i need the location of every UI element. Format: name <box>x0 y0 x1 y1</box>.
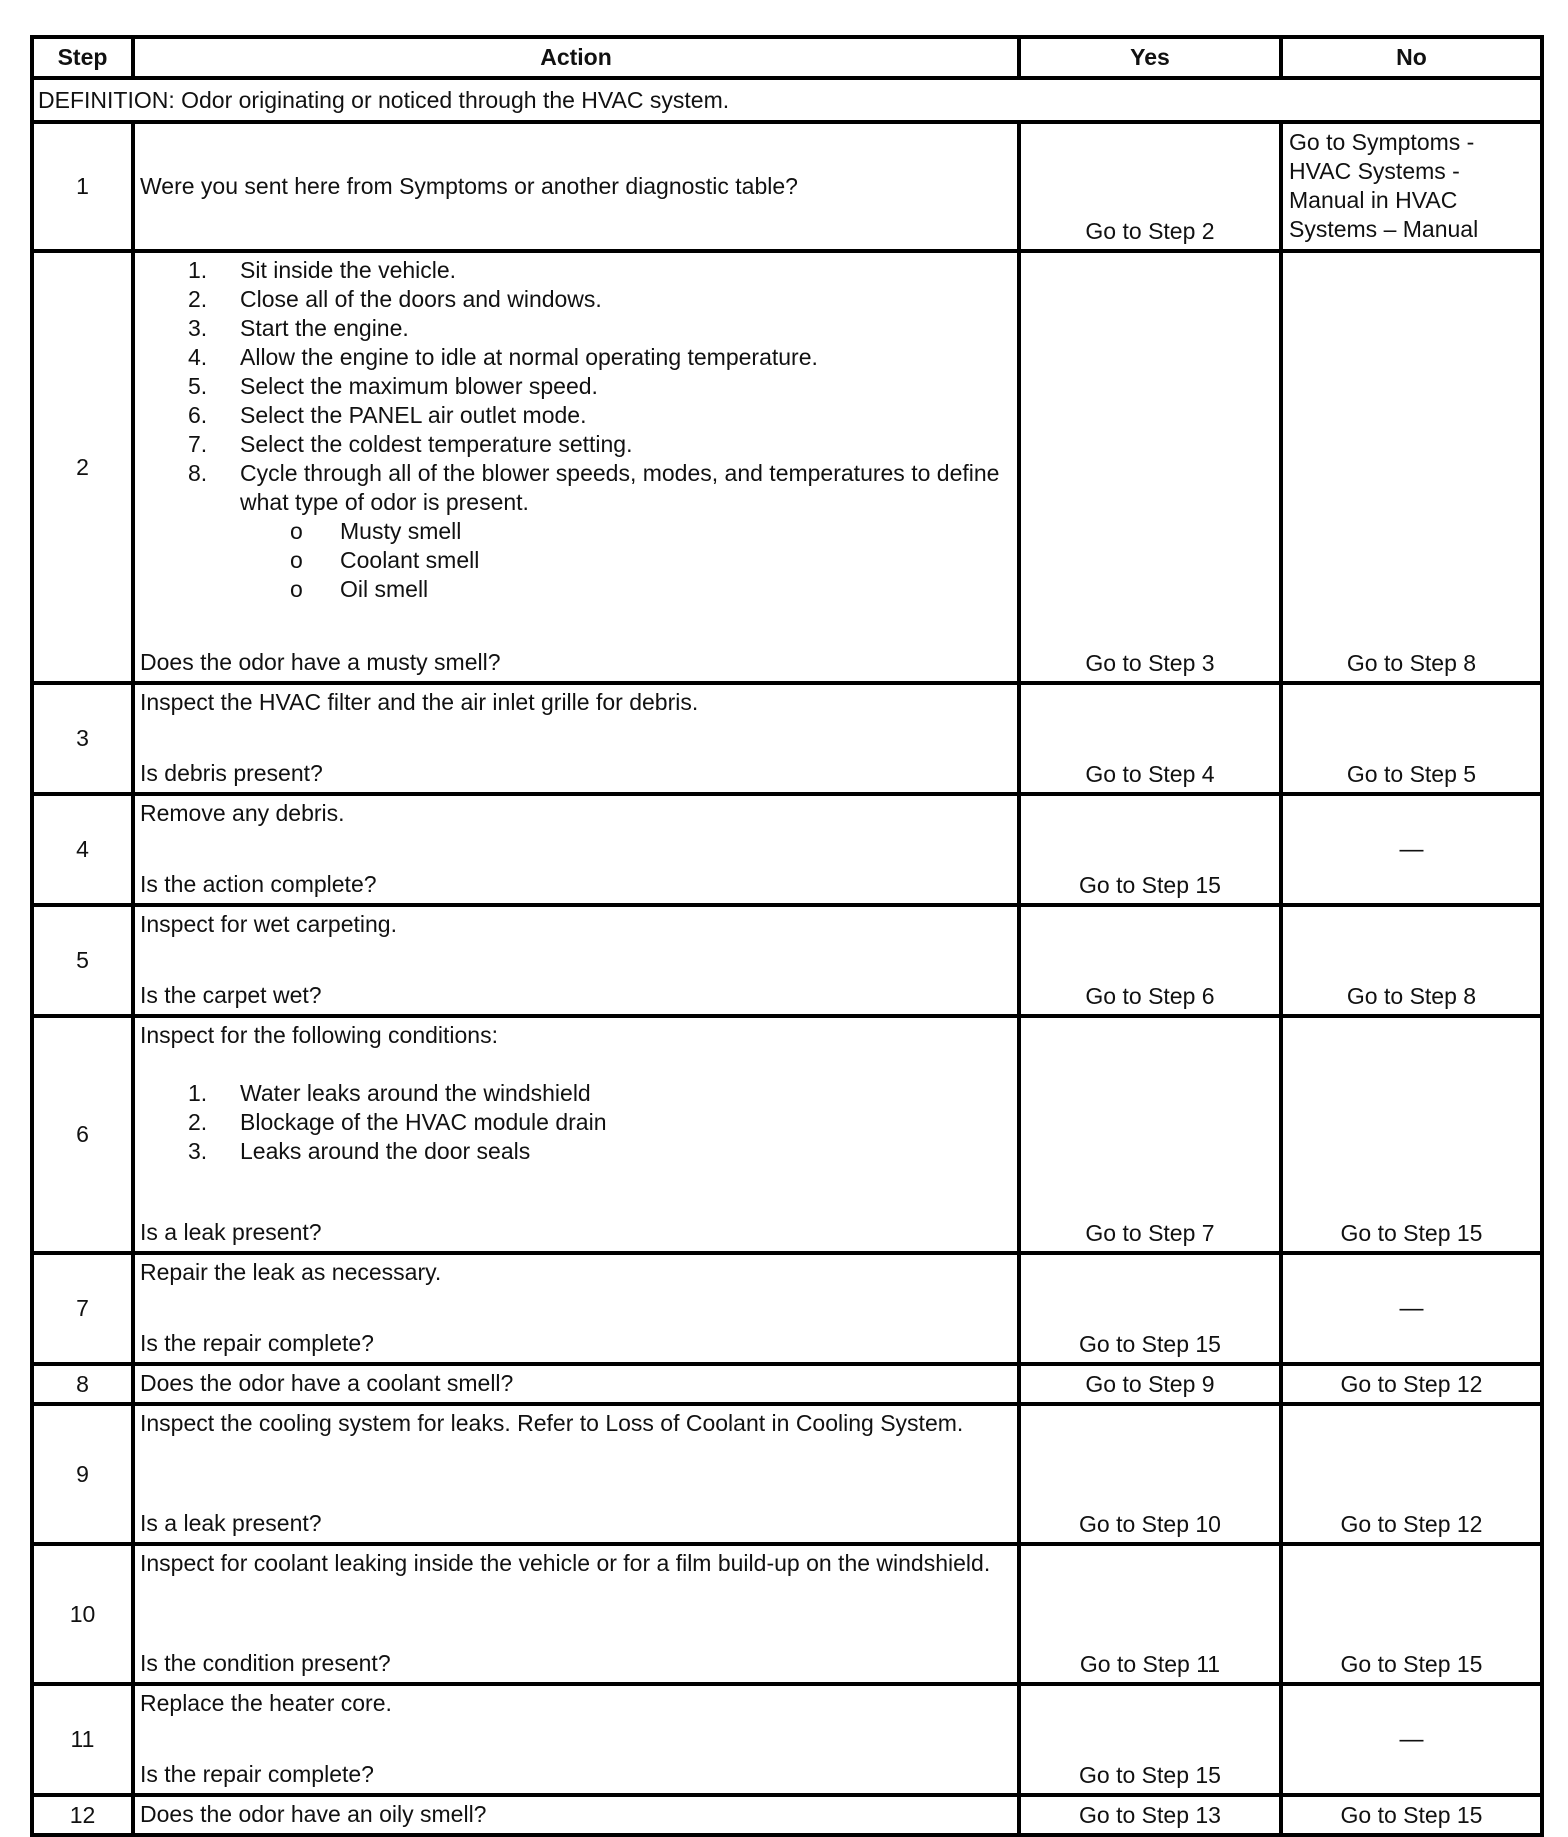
action-text: Repair the leak as necessary. <box>140 1259 442 1285</box>
no-cell: Go to Symptoms - HVAC Systems - Manual in HVAC Systems – Manual <box>1281 122 1542 251</box>
step-number: 5 <box>32 905 133 1016</box>
odor-type-list <box>140 517 1012 604</box>
no-cell: Go to Step 8 <box>1281 251 1542 683</box>
action-cell <box>133 1684 1019 1795</box>
table-row <box>32 122 1542 251</box>
step-number: 9 <box>32 1404 133 1544</box>
action-cell <box>133 251 1019 683</box>
list-item: 3. Leaks around the door seals <box>188 1138 531 1164</box>
condition-list <box>140 1079 1012 1166</box>
yes-cell: Go to Step 11 <box>1019 1544 1281 1684</box>
yes-cell: Go to Step 7 <box>1019 1016 1281 1253</box>
no-cell: — <box>1281 1253 1542 1364</box>
list-item: 8. Cycle through all of the blower speeds, modes, and temperatures to define what type of odor is present. <box>188 460 1000 515</box>
action-text: Were you sent here from Symptoms or another diagnostic table? <box>140 172 798 199</box>
table-row <box>32 251 1542 683</box>
step-number: 11 <box>32 1684 133 1795</box>
action-cell <box>133 122 1019 251</box>
no-cell: Go to Step 15 <box>1281 1016 1542 1253</box>
diagnostic-table <box>30 35 1544 1837</box>
action-cell <box>133 1016 1019 1253</box>
no-cell: Go to Step 12 <box>1281 1364 1542 1404</box>
step-number: 2 <box>32 251 133 683</box>
action-question: Is the repair complete? <box>140 1761 374 1787</box>
step-number: 12 <box>32 1795 133 1835</box>
step-number: 4 <box>32 794 133 905</box>
header-yes: Yes <box>1019 37 1281 78</box>
list-item: o Oil smell <box>340 575 1012 604</box>
table-row <box>32 794 1542 905</box>
table-row <box>32 683 1542 794</box>
list-item: 2. Blockage of the HVAC module drain <box>188 1109 607 1135</box>
action-question: Is the condition present? <box>140 1650 391 1676</box>
list-item: 1. Sit inside the vehicle. <box>188 257 457 283</box>
no-cell: Go to Step 12 <box>1281 1404 1542 1544</box>
action-question: Is the carpet wet? <box>140 982 322 1008</box>
yes-cell: Go to Step 4 <box>1019 683 1281 794</box>
list-item: 1. Water leaks around the windshield <box>188 1080 591 1106</box>
header-action: Action <box>133 37 1019 78</box>
table-row <box>32 1795 1542 1835</box>
procedure-list <box>140 256 1012 517</box>
action-text: Inspect the cooling system for leaks. Refer to Loss of Coolant in Cooling System. <box>140 1410 964 1436</box>
yes-cell: Go to Step 10 <box>1019 1404 1281 1544</box>
header-no: No <box>1281 37 1542 78</box>
table-row <box>32 1253 1542 1364</box>
table-row <box>32 1684 1542 1795</box>
action-text: Inspect the HVAC filter and the air inlet grille for debris. <box>140 689 699 715</box>
step-number: 1 <box>32 122 133 251</box>
yes-cell: Go to Step 3 <box>1019 251 1281 683</box>
list-item: 6. Select the PANEL air outlet mode. <box>188 402 587 428</box>
yes-cell: Go to Step 15 <box>1019 1684 1281 1795</box>
action-question: Is debris present? <box>140 760 323 786</box>
no-cell: Go to Step 5 <box>1281 683 1542 794</box>
action-cell <box>133 905 1019 1016</box>
list-item: 4. Allow the engine to idle at normal operating temperature. <box>188 344 818 370</box>
list-item: 7. Select the coldest temperature setting. <box>188 431 633 457</box>
list-item: 3. Start the engine. <box>188 315 409 341</box>
yes-cell: Go to Step 13 <box>1019 1795 1281 1835</box>
action-question: Is the action complete? <box>140 871 377 897</box>
action-cell <box>133 683 1019 794</box>
action-question: Does the odor have a musty smell? <box>140 649 501 675</box>
step-number: 8 <box>32 1364 133 1404</box>
action-text: Inspect for coolant leaking inside the vehicle or for a film build-up on the windshield. <box>140 1550 991 1576</box>
action-text: Replace the heater core. <box>140 1690 392 1716</box>
header-row <box>32 37 1542 78</box>
step-number: 6 <box>32 1016 133 1253</box>
step-number: 10 <box>32 1544 133 1684</box>
table-row <box>32 1016 1542 1253</box>
table-row <box>32 1544 1542 1684</box>
no-cell: Go to Step 15 <box>1281 1795 1542 1835</box>
table-row <box>32 1364 1542 1404</box>
action-text: Does the odor have an oily smell? <box>133 1795 1019 1835</box>
list-item: 2. Close all of the doors and windows. <box>188 286 602 312</box>
no-cell: — <box>1281 794 1542 905</box>
yes-cell: Go to Step 6 <box>1019 905 1281 1016</box>
list-item: 5. Select the maximum blower speed. <box>188 373 598 399</box>
action-text: Inspect for the following conditions: <box>140 1022 498 1048</box>
action-cell <box>133 1544 1019 1684</box>
no-cell: Go to Step 15 <box>1281 1544 1542 1684</box>
yes-cell: Go to Step 9 <box>1019 1364 1281 1404</box>
table-row <box>32 905 1542 1016</box>
table-row <box>32 1404 1542 1544</box>
header-step: Step <box>32 37 133 78</box>
action-cell <box>133 794 1019 905</box>
action-question: Is the repair complete? <box>140 1330 374 1356</box>
list-item: o Coolant smell <box>340 546 1012 575</box>
step-number: 3 <box>32 683 133 794</box>
list-item: o Musty smell <box>340 517 1012 546</box>
yes-cell: Go to Step 2 <box>1019 122 1281 251</box>
action-cell <box>133 1253 1019 1364</box>
action-text: Does the odor have a coolant smell? <box>133 1364 1019 1404</box>
yes-cell: Go to Step 15 <box>1019 1253 1281 1364</box>
action-text: Inspect for wet carpeting. <box>140 911 397 937</box>
action-question: Is a leak present? <box>140 1219 322 1245</box>
action-cell <box>133 1404 1019 1544</box>
no-cell: Go to Step 8 <box>1281 905 1542 1016</box>
yes-cell: Go to Step 15 <box>1019 794 1281 905</box>
step-number: 7 <box>32 1253 133 1364</box>
action-question: Is a leak present? <box>140 1510 322 1536</box>
definition-text: DEFINITION: Odor originating or noticed through the HVAC system. <box>32 78 1542 122</box>
action-text: Remove any debris. <box>140 800 345 826</box>
no-cell: — <box>1281 1684 1542 1795</box>
definition-row <box>32 78 1542 122</box>
